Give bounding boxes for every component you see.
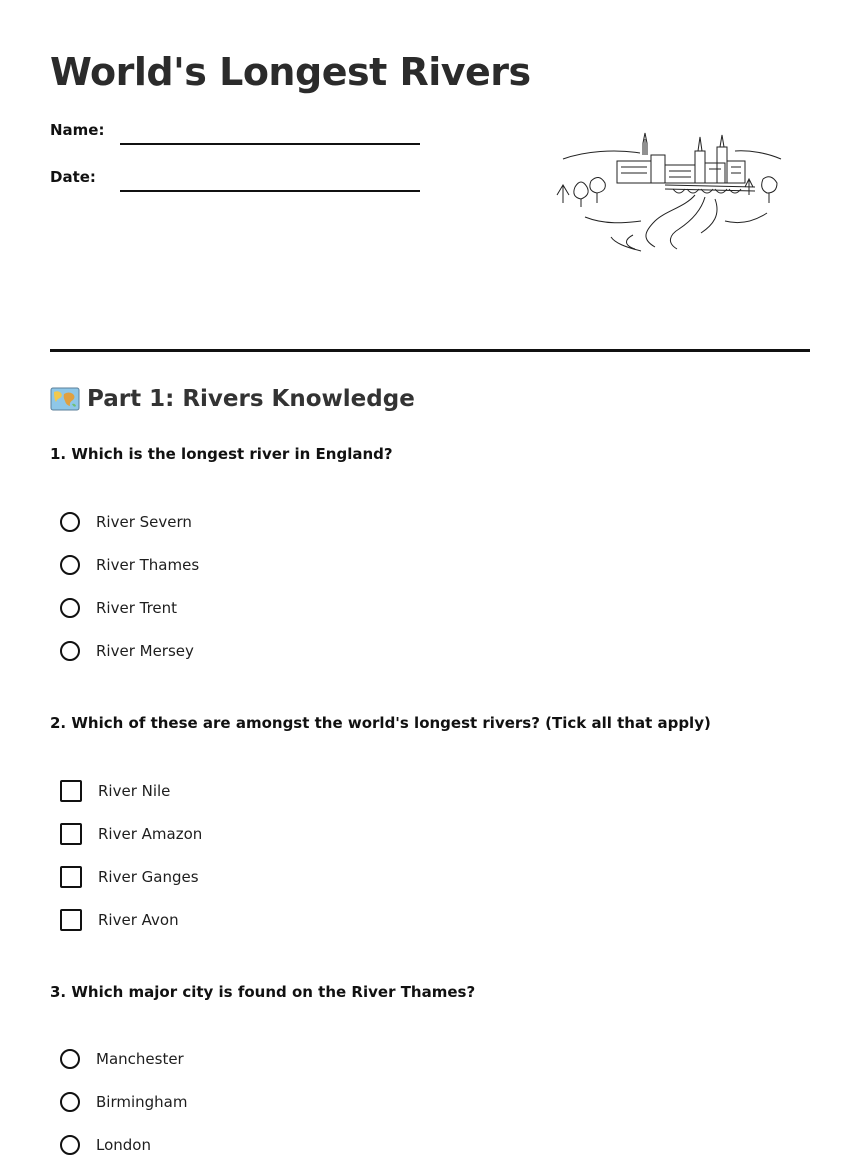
option-label: River Trent bbox=[96, 599, 178, 617]
date-label: Date: bbox=[50, 168, 96, 186]
checkbox[interactable] bbox=[60, 823, 82, 845]
option-river-mersey[interactable] bbox=[60, 639, 194, 663]
radio-button[interactable] bbox=[60, 1135, 80, 1155]
question-1: 1. Which is the longest river in England? bbox=[50, 445, 393, 463]
question-3: 3. Which major city is found on the River Thames? bbox=[50, 983, 476, 1001]
option-river-nile[interactable] bbox=[60, 779, 170, 803]
radio-button[interactable] bbox=[60, 512, 80, 532]
option-label: River Severn bbox=[96, 513, 192, 531]
river-town-sketch-icon bbox=[545, 125, 785, 257]
option-label: River Ganges bbox=[98, 868, 199, 886]
name-field[interactable] bbox=[120, 143, 420, 145]
option-label: London bbox=[96, 1136, 151, 1154]
radio-button[interactable] bbox=[60, 555, 80, 575]
option-manchester[interactable] bbox=[60, 1047, 184, 1071]
option-label: River Thames bbox=[96, 556, 200, 574]
checkbox[interactable] bbox=[60, 909, 82, 931]
option-label: River Nile bbox=[98, 782, 171, 800]
radio-button[interactable] bbox=[60, 1092, 80, 1112]
option-london[interactable] bbox=[60, 1133, 151, 1157]
option-river-amazon[interactable] bbox=[60, 822, 202, 846]
option-label: River Mersey bbox=[96, 642, 194, 660]
section-heading-text: Part 1: Rivers Knowledge bbox=[87, 386, 415, 412]
radio-button[interactable] bbox=[60, 1049, 80, 1069]
section-divider bbox=[50, 349, 810, 352]
question-2: 2. Which of these are amongst the world's longest rivers? (Tick all that apply) bbox=[50, 714, 711, 732]
section-heading bbox=[50, 386, 415, 412]
option-river-trent[interactable] bbox=[60, 596, 177, 620]
option-birmingham[interactable] bbox=[60, 1090, 187, 1114]
option-river-thames[interactable] bbox=[60, 553, 199, 577]
option-river-avon[interactable] bbox=[60, 908, 179, 932]
option-label: River Amazon bbox=[98, 825, 203, 843]
world-map-icon bbox=[50, 386, 80, 412]
option-label: River Avon bbox=[98, 911, 179, 929]
name-label: Name: bbox=[50, 121, 105, 139]
checkbox[interactable] bbox=[60, 780, 82, 802]
radio-button[interactable] bbox=[60, 641, 80, 661]
option-river-ganges[interactable] bbox=[60, 865, 199, 889]
date-field[interactable] bbox=[120, 190, 420, 192]
checkbox[interactable] bbox=[60, 866, 82, 888]
option-river-severn[interactable] bbox=[60, 510, 192, 534]
option-label: Birmingham bbox=[96, 1093, 188, 1111]
radio-button[interactable] bbox=[60, 598, 80, 618]
page-title: World's Longest Rivers bbox=[50, 50, 531, 94]
option-label: Manchester bbox=[96, 1050, 184, 1068]
